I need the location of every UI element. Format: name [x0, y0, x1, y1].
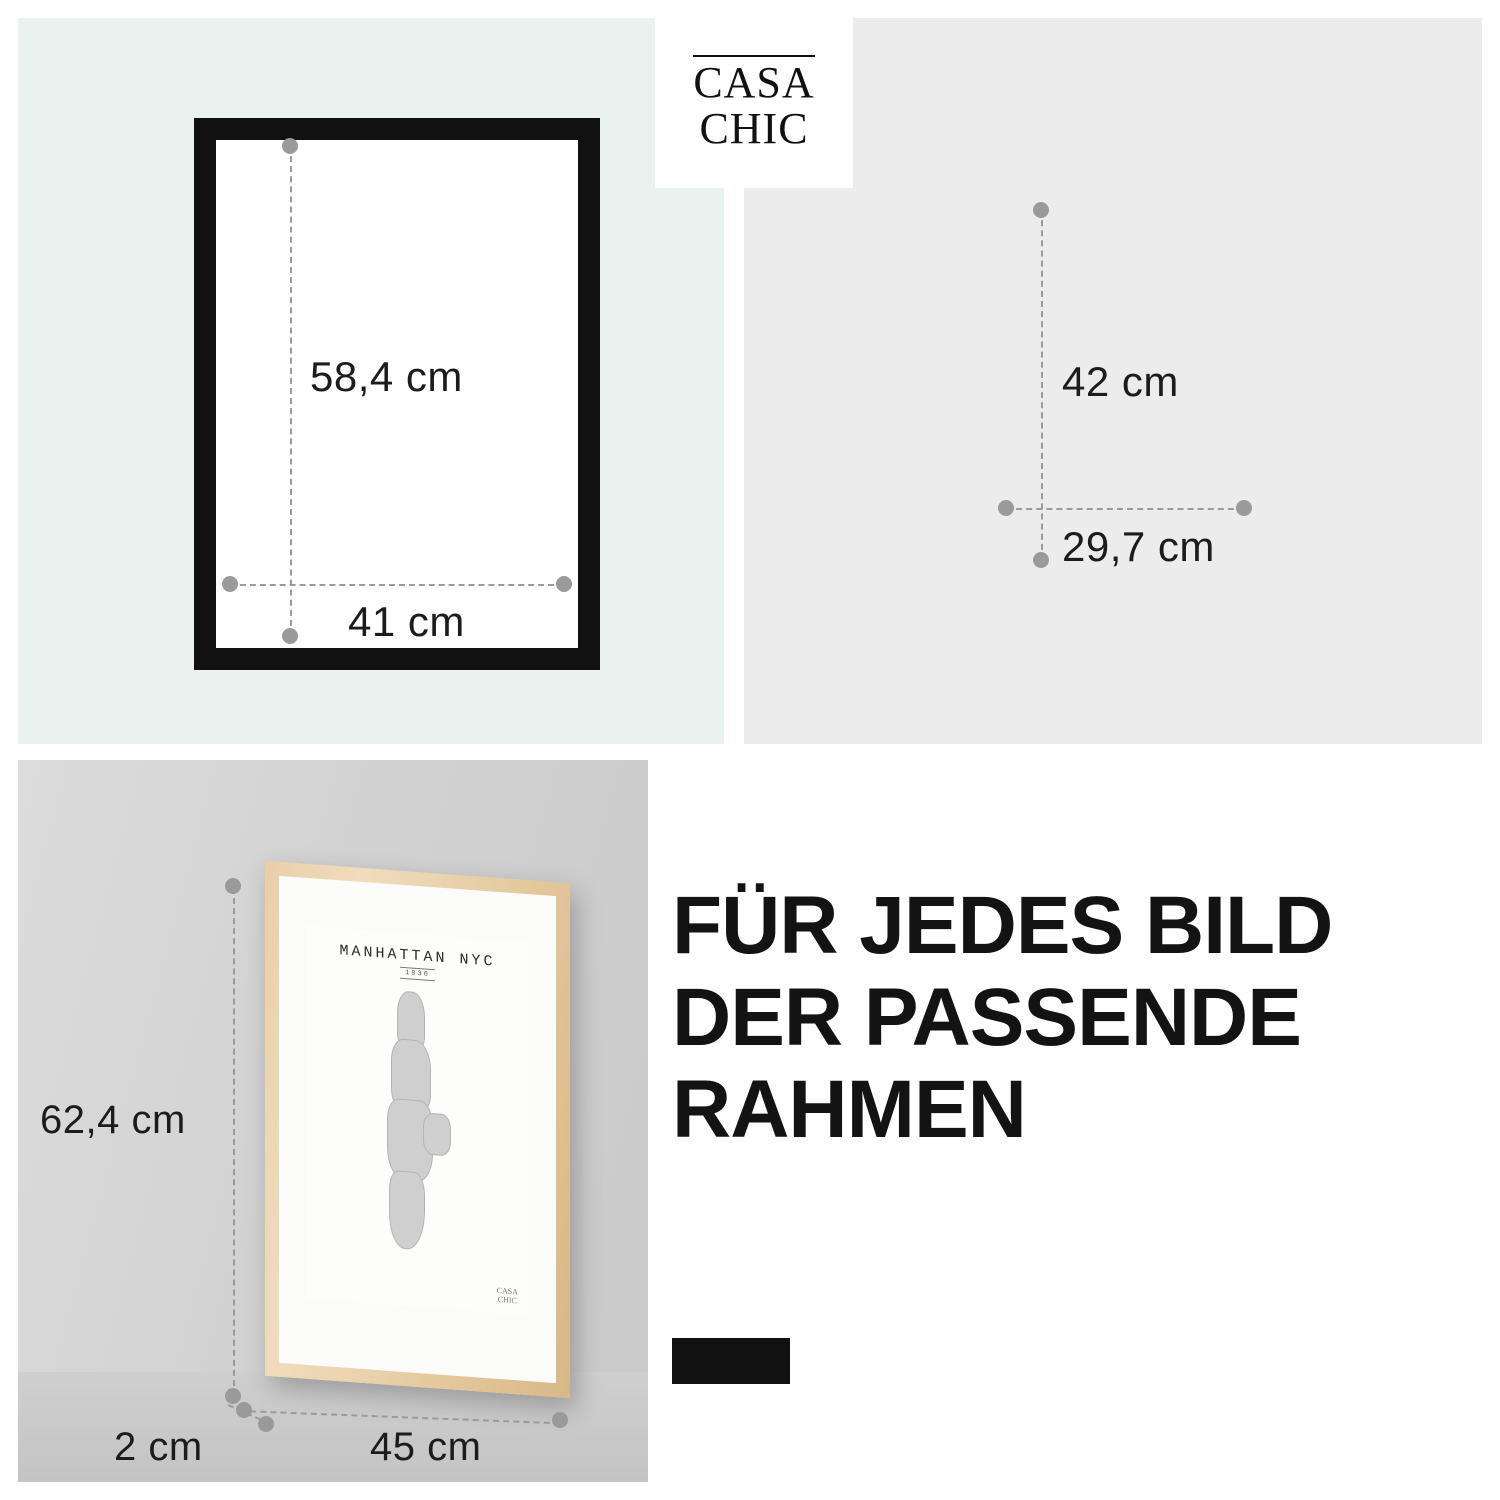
dimension-dot [225, 878, 241, 894]
dimension-dot [1033, 202, 1049, 218]
dimension-dot [552, 1412, 568, 1428]
dimension-dot [1033, 552, 1049, 568]
headline-line-2: DER PASSENDE [672, 971, 1301, 1063]
dimension-dot [222, 576, 238, 592]
headline-accent-bar [672, 1338, 790, 1384]
brand-logo [655, 18, 853, 188]
width-label-product: 45 cm [370, 1425, 482, 1469]
headline-block [672, 880, 1472, 1155]
panel-frame-large [18, 18, 724, 744]
height-label-large-frame: 58,4 cm [310, 353, 463, 400]
width-dimension-line [230, 584, 564, 586]
dimension-dot [1236, 500, 1252, 516]
dimension-dot [225, 1388, 241, 1404]
height-dimension-line [233, 888, 235, 1396]
poster-credit: CASA CHIC [496, 1286, 518, 1306]
poster-title: MANHATTAN NYC [339, 942, 496, 971]
headline-line-3: RAHMEN [672, 1063, 1026, 1155]
dimension-dot [998, 500, 1014, 516]
dimension-dot [258, 1416, 274, 1432]
frame-mat [279, 876, 556, 1383]
depth-label-product: 2 cm [114, 1425, 203, 1469]
manhattan-map-graphic [363, 988, 473, 1256]
photo-scene [18, 760, 648, 1482]
poster-subtitle: 1836 [400, 967, 435, 982]
height-label-mat-frame: 42 cm [1062, 358, 1179, 405]
dimension-dot [282, 138, 298, 154]
brand-logo-line-2: CHIC [699, 104, 809, 153]
height-dimension-line [290, 146, 292, 636]
dimension-dot [556, 576, 572, 592]
panel-frame-mat [744, 18, 1482, 744]
brand-logo-line-1: CASA [693, 55, 814, 105]
width-label-large-frame: 41 cm [348, 598, 465, 645]
headline-line-1: FÜR JEDES BILD [672, 880, 1333, 971]
height-label-product: 62,4 cm [40, 1098, 186, 1142]
panel-photo-scene [18, 760, 648, 1482]
dimension-dot [282, 628, 298, 644]
width-label-mat-frame: 29,7 cm [1062, 523, 1215, 570]
wooden-frame-product [265, 861, 570, 1398]
width-dimension-line [1006, 508, 1244, 510]
poster-artwork [307, 926, 528, 1315]
